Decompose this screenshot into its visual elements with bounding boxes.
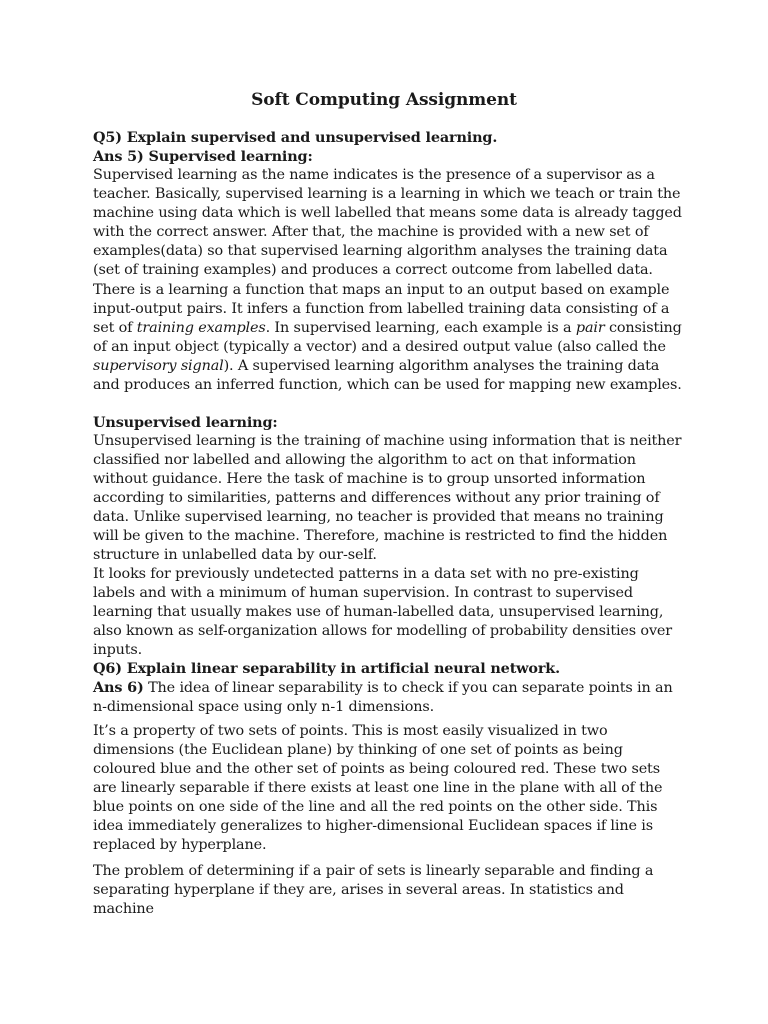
emphasis-pair: pair: [575, 320, 605, 336]
q5-answer-heading: Ans 5) Supervised learning:: [93, 148, 313, 165]
page-title: Soft Computing Assignment: [251, 90, 517, 110]
q6-answer: [93, 678, 683, 717]
text-run: consisting of an input object (typically a vector) and a desired output value (also called the: [93, 320, 682, 355]
q6-question: Q6) Explain linear separability in artificial neural network.: [93, 660, 560, 677]
unsupervised-paragraph-2: It looks for previously undetected patterns in a data set with no pre-existing labels and with a minimum of human supervision. In contrast to supervised learning that usually makes use of human-labelled data, unsupervised learning, also known as self-organization allows for modelling of probability densities over inputs.: [93, 566, 673, 658]
q6-paragraph-2: It’s a property of two sets of points. This is most easily visualized in two dimensions (the Euclidean plane) by thinking of one set of points as being coloured blue and the other set of points as being coloured red. These two sets are linearly separable if there exists at least one line in the plane with all of the blue points on one side of the line and all the red points on the other side. This idea immediately generalizes to higher-dimensional Euclidean spaces if line is replaced by hyperplane.: [93, 723, 663, 853]
text-run: There is a learning a function that maps an input to an output based on example input-output pairs. It infers a function from labelled training data consisting of a set of: [93, 282, 670, 336]
text-run: . In supervised learning, each example is a: [265, 320, 576, 336]
emphasis-supervisory-signal: supervisory signal: [93, 358, 224, 374]
q6-paragraph-3: The problem of determining if a pair of sets is linearly separable and finding a separating hyperplane if they are, arises in several areas. In statistics and machine: [93, 863, 654, 917]
q6-answer-text: The idea of linear separability is to check if you can separate points in an n-dimensional space using only n-1 dimensions.: [93, 680, 673, 715]
q6-answer-label: Ans 6): [93, 679, 144, 696]
unsupervised-paragraph: Unsupervised learning is the training of machine using information that is neither classified nor labelled and allowing the algorithm to act on that information without guidance. Here the task of machine is to group unsorted information according to similarities, patterns and differences without any prior training of data. Unlike supervised learning, no teacher is provided that means no training will be given to the machine. Therefore, machine is restricted to find the hidden structure in unlabelled data by our-self.: [93, 433, 682, 563]
text-run: ). A supervised learning algorithm analyses the training data and produces an inferred function, which can be used for mapping new examples.: [93, 358, 682, 393]
q5-supervised-definition: [93, 281, 683, 395]
q5-question: Q5) Explain supervised and unsupervised learning.: [93, 129, 498, 146]
q5-supervised-paragraph: Supervised learning as the name indicates is the presence of a supervisor as a teacher. Basically, supervised learning is a learning in which we teach or train the machine using data which is well labelled that means some data is already tagged with the correct answer. After that, the machine is provided with a new set of examples(data) so that supervised learning algorithm analyses the training data (set of training examples) and produces a correct outcome from labelled data.: [93, 167, 682, 278]
emphasis-training-examples: training examples: [136, 320, 266, 336]
unsupervised-heading: Unsupervised learning:: [93, 414, 278, 431]
